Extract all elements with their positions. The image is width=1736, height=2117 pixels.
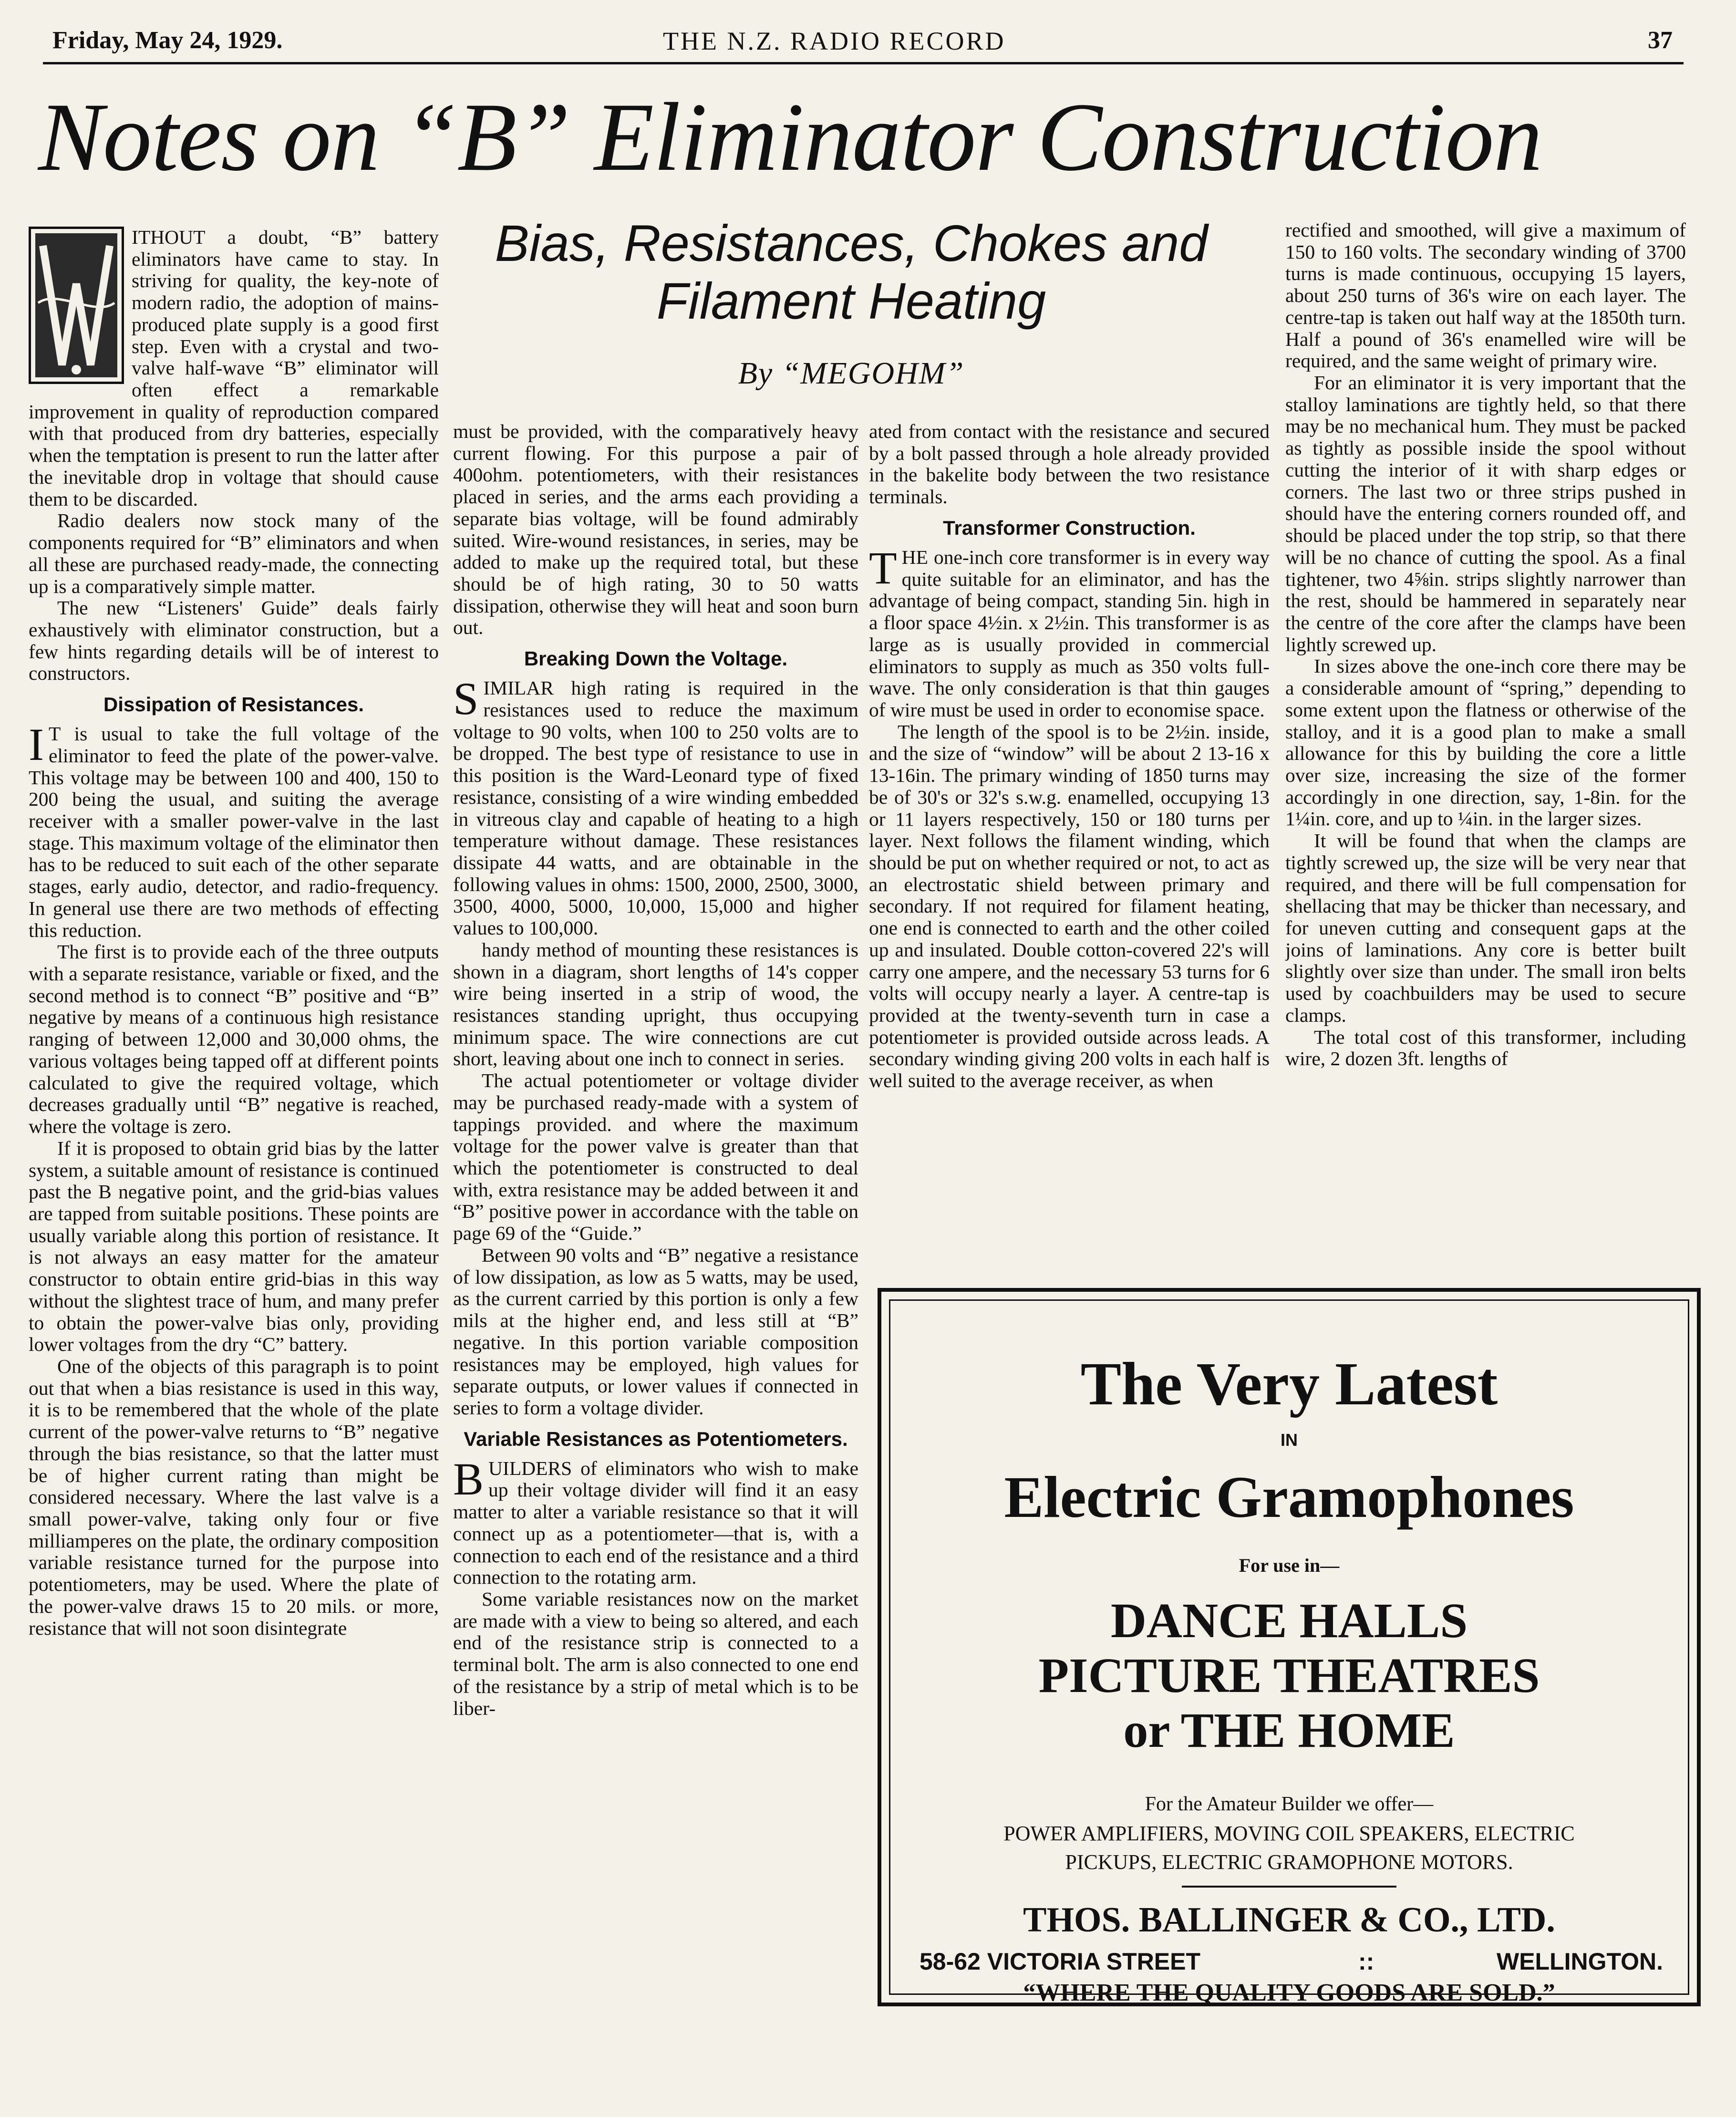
page-header xyxy=(52,26,1679,60)
paragraph: rectified and smoothed, will give a maximum of 150 to 160 volts. The secondary winding of 3700 turns is made continuous, occupying 15 layers, about 250 turns of 36's wire on each layer. The centre-tap is taken out half way at the 1850th turn. Half a pound of 36's enamelled wire will be required, and the same weight of primary wire. xyxy=(1285,219,1686,372)
paragraph: THE one-inch core transformer is in every way quite suitable for an eliminator, and has the advantage of being compact, standing 5in. high in a floor space 4½in. x 2½in. This transformer is as large as is usually provided in commercial eliminators to supply as much as 350 volts full-wave. The only consideration is that thin gauges of wire must be used in order to economise space. xyxy=(869,542,1270,721)
paragraph: IT is usual to take the full voltage of the eliminator to feed the plate of the power-valve. This voltage may be between 100 and 400, 150 to 200 being the usual, and suiting the average receiver with a smaller power-valve in the last stage. This maximum voltage of the eliminator then has to be reduced to suit each of the other separate stages, early audio, detector, and radio-frequency. In general use there are two methods of effecting this reduction. xyxy=(29,719,439,941)
column-2 xyxy=(453,421,858,2081)
paragraph: Radio dealers now stock many of the components required for “B” eliminators and when all these are purchased ready-made, the connecting up is a comparatively simple matter. xyxy=(29,509,439,597)
issue-date: Friday, May 24, 1929. xyxy=(52,27,283,54)
ad-in: IN xyxy=(1281,1430,1298,1450)
ad-product: Electric Gramophones xyxy=(1004,1464,1574,1530)
ad-divider xyxy=(1182,1886,1396,1888)
paragraph: Some variable resistances now on the market are made with a view to being so altered, and each end of the resistance strip is connected to a terminal bolt. The arm is also connected to one end of the resistance by a strip of metal which is to be liber- xyxy=(453,1588,858,1719)
ad-products-1: POWER AMPLIFIERS, MOVING COIL SPEAKERS, ELECTRIC xyxy=(1003,1822,1575,1845)
article-subtitle xyxy=(448,215,1254,330)
paragraph: The total cost of this transformer, including wire, 2 dozen 3ft. lengths of xyxy=(1285,1026,1686,1070)
ad-venue-3: or THE HOME xyxy=(1123,1703,1455,1758)
ad-slogan: “WHERE THE QUALITY GOODS ARE SOLD.” xyxy=(1023,1979,1555,2006)
ad-for-use: For use in— xyxy=(1239,1555,1340,1576)
paragraph: ated from contact with the resistance and secured by a bolt passed through a hole already provided in the bakelite body between the two resistance terminals. xyxy=(869,421,1270,508)
intro-paragraph: ITHOUT a doubt, “B” battery eliminators have came to stay. In striving for quality, the key-note of modern radio, the adoption of mains-produced plate supply is a good first step. Even with a crystal and two-valve half-wave “B” eliminator will often effect a remarkable improvement in quality of reproduction compared with that produced from dry batteries, especially when the temptation is present to run the latter after the inevitable drop in voltage that should cause them to be discarded. xyxy=(29,227,439,510)
paragraph: BUILDERS of eliminators who wish to make up their voltage divider will find it an easy matter to alter a variable resistance so that it will connect up as a potentiometer—that is, with a connection to each end of the resistance and a third connection to the rotating arm. xyxy=(453,1453,858,1588)
decorative-initial-w xyxy=(29,227,124,384)
paragraph: It will be found that when the clamps are tightly screwed up, the size will be very near that required, and there will be full compensation for shellacing that may be thicker than necessary, and for uneven cutting and consequent gaps at the joins of laminations. Any core is better built slightly over size than under. The small iron belts used by coachbuilders may be used to secure clamps. xyxy=(1285,830,1686,1026)
advertisement-box xyxy=(878,1288,1701,2006)
column-4 xyxy=(1285,219,1686,1269)
publication-name: THE N.Z. RADIO RECORD xyxy=(663,27,1006,55)
ad-venue-1: DANCE HALLS xyxy=(1110,1593,1468,1648)
ad-street: 58-62 VICTORIA STREET xyxy=(920,1948,1201,1975)
ad-address-separator: :: xyxy=(1358,1948,1374,1975)
paragraph: The first is to provide each of the three outputs with a separate resistance, variable or fixed, and the second method is to connect “B” positive and “B” negative by means of a continuous high resistance ranging of between 12,000 and 30,000 ohms, the various voltages being tapped off at different points calculated to give the required voltage, which decreases gradually until “B” negative is reached, where the voltage is zero. xyxy=(29,941,439,1138)
column-3 xyxy=(869,421,1270,1270)
subtitle-line-1: Bias, Resistances, Chokes and xyxy=(495,214,1208,272)
ad-amateur-offer: For the Amateur Builder we offer— xyxy=(1145,1793,1434,1815)
paragraph: must be provided, with the comparatively heavy current flowing. For this purpose a pair of 400ohm. potentiometers, with their resistances placed in series, and the arms each providing a separate bias voltage, will be found admirably suited. Wire-wound resistances, in series, may be added to make up the required total, but these should be of high rating, 30 to 50 watts dissipation, otherwise they will heat and soon burn out. xyxy=(453,421,858,639)
paragraph: One of the objects of this paragraph is to point out that when a bias resistance is used in this way, it is to be remembered that the whole of the plate current of the power-valve returns to “B” negative through the bias resistance, so that the latter must be of higher current rating than might be considered necessary. Where the last valve is a small power-valve, taking only four or five milliamperes on the plate, the ordinary composition variable resistance turned for the purpose into potentiometers, may be used. Where the plate of the power-valve draws 15 to 20 mils. or more, resistance that will not soon disintegrate xyxy=(29,1355,439,1639)
paragraph: The actual potentiometer or voltage divider may be purchased ready-made with a system of tappings provided. and where the maximum voltage for the power valve is greater than that which the potentiometer is constructed to deal with, extra resistance may be added between it and “B” positive power in accordance with the table on page 69 of the “Guide.” xyxy=(453,1069,858,1245)
byline: By “MEGOHM” xyxy=(738,356,965,391)
section-heading-transformer: Transformer Construction. xyxy=(943,516,1196,539)
ad-company: THOS. BALLINGER & CO., LTD. xyxy=(1023,1900,1555,1940)
paragraph: For an eliminator it is very important that the stalloy laminations are tightly held, so that there may be no mechanical hum. They must be packed as tightly as possible inside the spool without cutting the interior of it with sharp edges or corners. The last two or three strips pushed in should have the entering corners rounded off, and should be placed under the top strip, so that there will be no chance of cutting the spool. As a final tightener, two 4⅝in. strips slightly narrower than the rest, should be hammered in separately near the centre of the core after the clamps have been lightly screwed up. xyxy=(1285,372,1686,655)
section-heading-breaking-down: Breaking Down the Voltage. xyxy=(524,647,788,670)
header-rule xyxy=(43,62,1684,64)
paragraph: The new “Listeners' Guide” deals fairly exhaustively with eliminator construction, but a few hints regarding details will be of interest to constructors. xyxy=(29,597,439,685)
section-heading-variable-resistances: Variable Resistances as Potentiometers. xyxy=(464,1427,848,1450)
paragraph: handy method of mounting these resistances is shown in a diagram, short lengths of 14's copper wire being inserted in a strip of wood, the resistances standing upright, thus occupying minimum space. The wire connections are cut short, leaving about one inch to connect in series. xyxy=(453,938,858,1070)
ad-city: WELLINGTON. xyxy=(1497,1948,1664,1975)
section-heading-dissipation: Dissipation of Resistances. xyxy=(103,693,364,716)
article-title: Notes on “B” Eliminator Construction xyxy=(38,83,1542,191)
ad-headline: The Very Latest xyxy=(1080,1350,1498,1418)
paragraph: The length of the spool is to be 2½in. inside, and the size of “window” will be about 2 13-16 x 13-16in. The primary winding of 1850 turns may be of 30's or 32's s.w.g. enamelled, occupying 13 or 11 layers respectively, 150 or 180 turns per layer. Next follows the filament winding, which should be put on whether required or not, to act as an electrostatic shield between primary and secondary. If not required for filament heating, one end is connected to earth and the other coiled up and insulated. Double cotton-covered 22's will carry one ampere, and the necessary 53 turns for 6 volts will occupy nearly a layer. A centre-tap is provided at the twenty-seventh turn in case a potentiometer is provided outside across leads. A secondary winding giving 200 volts in each half is well suited to the average receiver, as when xyxy=(869,720,1270,1092)
paragraph: SIMILAR high rating is required in the resistances used to reduce the maximum voltage to 90 volts, when 100 to 250 volts are to be dropped. The best type of resistance to use in this position is the Ward-Leonard type of fixed resistance, consisting of a wire winding embedded in vitreous clay and capable of heating to a high temperature without damage. These resistances dissipate 44 watts, and are obtainable in the following values in ohms: 1500, 2000, 2500, 3000, 3500, 4000, 5000, 10,000, 15,000 and higher values to 100,000. xyxy=(453,673,858,939)
paragraph: In sizes above the one-inch core there may be a considerable amount of “spring,” depending to some extent upon the flatness or otherwise of the stalloy, and it is a good plan to make a small allowance for this by building the core a little over size, increasing the size of the former accordingly in one direction, say, 1-8in. for the 1¼in. core, and up to ¼in. in the larger sizes. xyxy=(1285,655,1686,830)
paragraph: Between 90 volts and “B” negative a resistance of low dissipation, as low as 5 watts, may be used, as the current carried by this portion is only a few mils at the higher end, and less still at “B” negative. In this portion variable composition resistances may be employed, high values for separate outputs, or lower values if connected in series to form a voltage divider. xyxy=(453,1244,858,1419)
ad-venue-2: PICTURE THEATRES xyxy=(1038,1648,1540,1703)
page-number: 37 xyxy=(1648,27,1673,54)
column-1 xyxy=(29,227,439,2077)
paragraph: If it is proposed to obtain grid bias by the latter system, a suitable amount of resistance is continued past the B negative point, and the grid-bias values are tapped from suitable positions. These points are usually variable along this portion of resistance. It is not always an easy matter for the amateur constructor to obtain entire grid-bias in this way without the slightest trace of hum, and many prefer to obtain the power-valve bias only, providing lower voltages from the dry “C” battery. xyxy=(29,1137,439,1356)
ad-products-2: PICKUPS, ELECTRIC GRAMOPHONE MOTORS. xyxy=(1065,1850,1513,1874)
subtitle-line-2: Filament Heating xyxy=(656,271,1046,330)
